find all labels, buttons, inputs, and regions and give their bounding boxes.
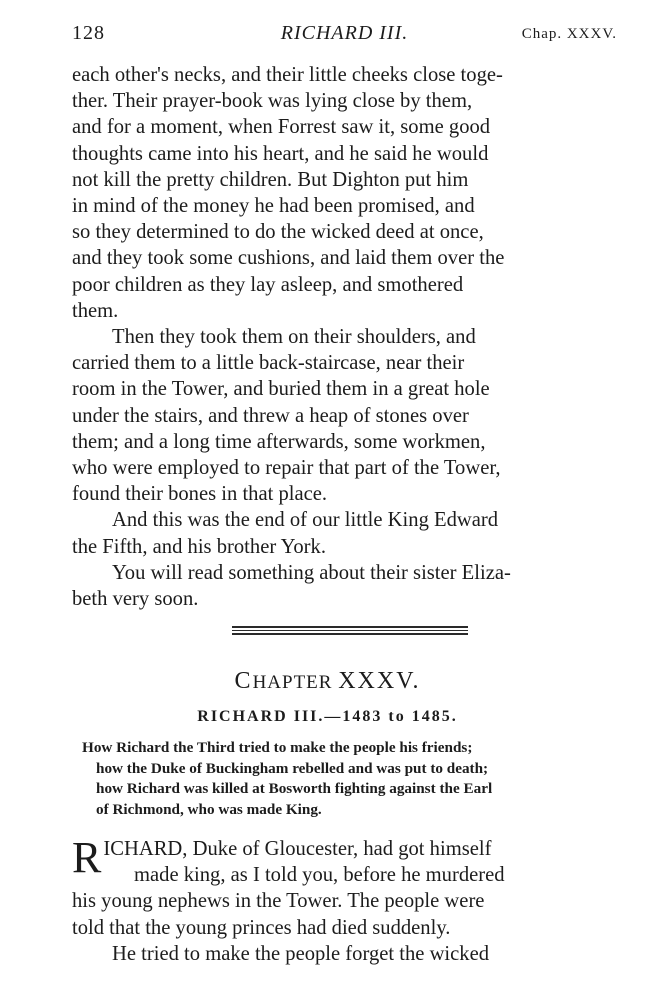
text-line: thoughts came into his heart, and he said he would xyxy=(72,142,489,165)
paragraph xyxy=(72,941,617,967)
text-line: so they determined to do the wicked deed at once, xyxy=(72,221,484,244)
chapter-summary xyxy=(82,738,617,820)
running-title: RICHARD III. xyxy=(280,22,409,44)
chapter-label: Chap. XXXV. xyxy=(521,26,617,42)
text-line: who were employed to repair that part of the Tower, xyxy=(72,457,501,480)
text-line: And this was the end of our little King Edward xyxy=(112,509,499,532)
text-line: beth very soon. xyxy=(72,588,199,611)
text-line: under the stairs, and threw a heap of stones over xyxy=(72,404,469,427)
running-header xyxy=(72,22,617,52)
chapter-subheading: RICHARD III.—1483 to 1485. xyxy=(197,708,458,725)
section-divider xyxy=(232,626,468,635)
text-line: poor children as they lay asleep, and smothered xyxy=(72,273,464,296)
text-line: ICHARD, Duke of Gloucester, had got himself xyxy=(103,838,492,860)
text-line: his young nephews in the Tower. The people were xyxy=(72,890,485,913)
summary-line: of Richmond, who was made King. xyxy=(96,800,322,818)
text-line: carried them to a little back-staircase, near their xyxy=(72,352,465,375)
text-line: and they took some cushions, and laid them over the xyxy=(72,247,505,270)
text-line: He tried to make the people forget the wicked xyxy=(112,942,490,965)
text-line: in mind of the money he had been promised, and xyxy=(72,195,475,218)
text-line: the Fifth, and his brother York. xyxy=(72,535,326,558)
paragraph xyxy=(72,833,617,941)
text-line: You will read something about their sister Eliza- xyxy=(112,561,511,584)
chapter-heading xyxy=(0,668,655,695)
paragraph xyxy=(72,62,617,324)
summary-line: how Richard was killed at Bosworth fighting against the Earl xyxy=(96,780,493,797)
page-number: 128 xyxy=(72,22,105,44)
text-line: ther. Their prayer-book was lying close by them, xyxy=(72,90,473,113)
paragraph xyxy=(72,560,617,612)
text-line: room in the Tower, and buried them in a great hole xyxy=(72,378,490,401)
text-line: found their bones in that place. xyxy=(72,483,328,506)
text-line: told that the young princes had died suddenly. xyxy=(72,916,451,939)
chapter-heading-word: HAPTER xyxy=(252,672,333,693)
summary-line: How Richard the Third tried to make the people his friends; xyxy=(82,739,473,756)
continued-text xyxy=(72,62,617,612)
chapter-text xyxy=(72,833,617,967)
paragraph xyxy=(72,324,617,507)
text-line: Then they took them on their shoulders, and xyxy=(112,326,476,349)
text-line: not kill the pretty children. But Dighton put him xyxy=(72,168,469,191)
chapter-heading-numeral: XXXV. xyxy=(338,668,421,694)
text-line: them; and a long time afterwards, some workmen, xyxy=(72,430,486,453)
paragraph xyxy=(72,507,617,559)
text-line: them. xyxy=(72,299,119,322)
text-line: each other's necks, and their little cheeks close toge- xyxy=(72,64,503,86)
chapter-heading-initial: C xyxy=(234,668,253,694)
drop-cap: R xyxy=(72,833,102,882)
summary-line: how the Duke of Buckingham rebelled and was put to death; xyxy=(96,759,489,777)
text-line: made king, as I told you, before he murdered xyxy=(134,864,505,887)
text-line: and for a moment, when Forrest saw it, some good xyxy=(72,116,491,139)
